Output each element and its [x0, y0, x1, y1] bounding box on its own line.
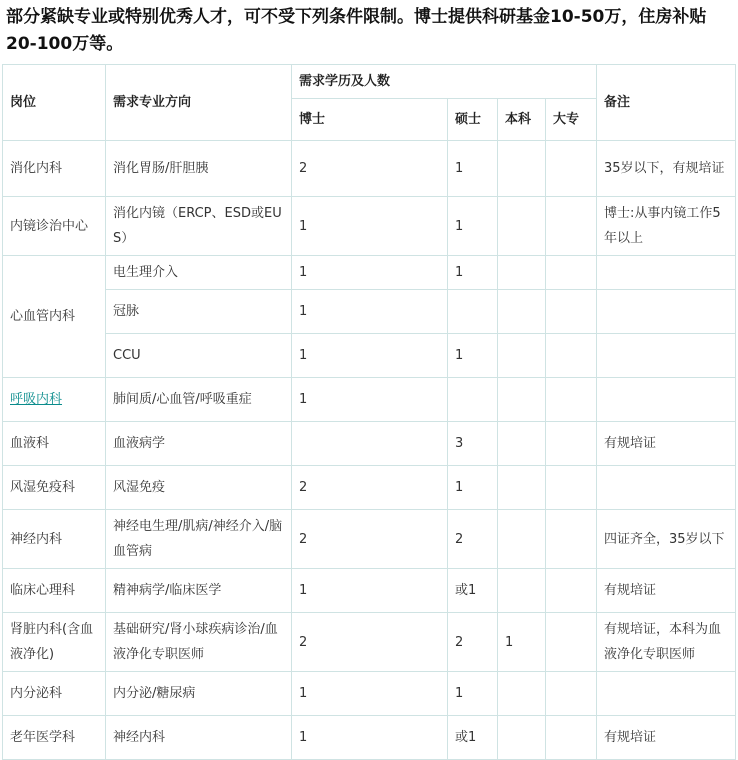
cell-bachelor — [498, 378, 546, 422]
recruitment-table — [2, 64, 736, 760]
cell-master: 1 — [448, 197, 498, 256]
cell-master: 2 — [448, 510, 498, 569]
cell-college — [546, 466, 597, 510]
cell-remarks: 35岁以下，有规培证 — [597, 141, 736, 197]
cell-remarks — [597, 334, 736, 378]
header-college: 大专 — [546, 99, 597, 141]
intro-text: 部分紧缺专业或特别优秀人才，可不受下列条件限制。博士提供科研基金10-50万，住房补贴20-100万等。 — [6, 7, 707, 54]
cell-college — [546, 141, 597, 197]
table-row — [3, 334, 736, 378]
cell-master: 或1 — [448, 716, 498, 760]
table-row — [3, 422, 736, 466]
table-row — [3, 466, 736, 510]
header-education-group: 需求学历及人数 — [292, 65, 597, 99]
cell-post: 风湿免疫科 — [3, 466, 106, 510]
cell-post: 老年医学科 — [3, 716, 106, 760]
table-row — [3, 716, 736, 760]
cell-phd: 1 — [292, 716, 448, 760]
cell-post: 心血管内科 — [3, 256, 106, 378]
cell-direction: CCU — [106, 334, 292, 378]
cell-master: 1 — [448, 256, 498, 290]
header-post: 岗位 — [3, 65, 106, 141]
cell-bachelor — [498, 716, 546, 760]
cell-post: 消化内科 — [3, 141, 106, 197]
cell-direction: 消化胃肠/肝胆胰 — [106, 141, 292, 197]
cell-direction: 电生理介入 — [106, 256, 292, 290]
cell-remarks: 四证齐全，35岁以下 — [597, 510, 736, 569]
cell-remarks — [597, 256, 736, 290]
cell-master: 1 — [448, 672, 498, 716]
cell-bachelor — [498, 197, 546, 256]
cell-post: 血液科 — [3, 422, 106, 466]
table-row — [3, 510, 736, 569]
cell-bachelor — [498, 672, 546, 716]
cell-master: 1 — [448, 334, 498, 378]
cell-direction: 内分泌/糖尿病 — [106, 672, 292, 716]
cell-college — [546, 672, 597, 716]
cell-phd: 1 — [292, 569, 448, 613]
cell-bachelor — [498, 334, 546, 378]
cell-bachelor — [498, 256, 546, 290]
cell-remarks — [597, 672, 736, 716]
cell-phd: 1 — [292, 197, 448, 256]
cell-college — [546, 510, 597, 569]
cell-master — [448, 378, 498, 422]
cell-direction: 消化内镜（ERCP、ESD或EUS） — [106, 197, 292, 256]
cell-direction: 基础研究/肾小球疾病诊治/血液净化专职医师 — [106, 613, 292, 672]
cell-phd: 1 — [292, 378, 448, 422]
cell-remarks: 有规培证 — [597, 422, 736, 466]
cell-phd: 1 — [292, 256, 448, 290]
table-row — [3, 569, 736, 613]
cell-bachelor — [498, 290, 546, 334]
cell-bachelor: 1 — [498, 613, 546, 672]
cell-direction: 神经电生理/肌病/神经介入/脑血管病 — [106, 510, 292, 569]
cell-remarks: 有规培证 — [597, 569, 736, 613]
cell-college — [546, 290, 597, 334]
cell-direction: 风湿免疫 — [106, 466, 292, 510]
cell-remarks: 有规培证 — [597, 716, 736, 760]
cell-phd: 2 — [292, 141, 448, 197]
cell-post — [3, 378, 106, 422]
cell-college — [546, 378, 597, 422]
header-bachelor: 本科 — [498, 99, 546, 141]
cell-master: 或1 — [448, 569, 498, 613]
cell-master: 1 — [448, 466, 498, 510]
cell-bachelor — [498, 141, 546, 197]
table-row — [3, 197, 736, 256]
cell-phd: 1 — [292, 672, 448, 716]
cell-post: 内分泌科 — [3, 672, 106, 716]
cell-phd: 1 — [292, 334, 448, 378]
cell-phd: 1 — [292, 290, 448, 334]
table-row — [3, 613, 736, 672]
table-row — [3, 256, 736, 290]
cell-phd: 2 — [292, 613, 448, 672]
cell-post: 内镜诊治中心 — [3, 197, 106, 256]
cell-post: 肾脏内科(含血液净化) — [3, 613, 106, 672]
header-remarks: 备注 — [597, 65, 736, 141]
cell-bachelor — [498, 422, 546, 466]
cell-college — [546, 197, 597, 256]
cell-remarks — [597, 290, 736, 334]
cell-college — [546, 334, 597, 378]
cell-post: 临床心理科 — [3, 569, 106, 613]
cell-bachelor — [498, 569, 546, 613]
table-row — [3, 672, 736, 716]
header-row-1 — [3, 65, 736, 99]
cell-college — [546, 716, 597, 760]
cell-direction: 血液病学 — [106, 422, 292, 466]
cell-college — [546, 569, 597, 613]
cell-college — [546, 256, 597, 290]
cell-college — [546, 613, 597, 672]
header-master: 硕士 — [448, 99, 498, 141]
cell-phd — [292, 422, 448, 466]
cell-phd: 2 — [292, 466, 448, 510]
cell-master: 3 — [448, 422, 498, 466]
cell-phd: 2 — [292, 510, 448, 569]
cell-master: 2 — [448, 613, 498, 672]
cell-direction: 冠脉 — [106, 290, 292, 334]
link-respiratory[interactable]: 呼吸内科 — [10, 392, 63, 407]
table-row — [3, 378, 736, 422]
cell-remarks — [597, 378, 736, 422]
cell-direction: 肺间质/心血管/呼吸重症 — [106, 378, 292, 422]
cell-bachelor — [498, 510, 546, 569]
cell-remarks — [597, 466, 736, 510]
cell-direction: 精神病学/临床医学 — [106, 569, 292, 613]
cell-master: 1 — [448, 141, 498, 197]
cell-college — [546, 422, 597, 466]
header-phd: 博士 — [292, 99, 448, 141]
cell-post: 神经内科 — [3, 510, 106, 569]
header-direction: 需求专业方向 — [106, 65, 292, 141]
cell-remarks: 博士:从事内镜工作5年以上 — [597, 197, 736, 256]
table-row — [3, 290, 736, 334]
table-row — [3, 141, 736, 197]
cell-direction: 神经内科 — [106, 716, 292, 760]
cell-bachelor — [498, 466, 546, 510]
cell-remarks: 有规培证，本科为血液净化专职医师 — [597, 613, 736, 672]
cell-master — [448, 290, 498, 334]
